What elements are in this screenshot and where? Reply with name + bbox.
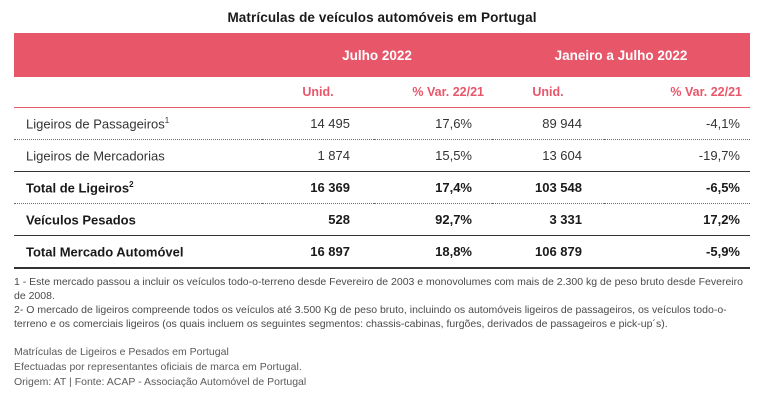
sub-header-p2-var: % Var. 22/21 — [604, 77, 750, 108]
row-label-footnote-ref: 1 — [164, 115, 170, 125]
footnotes — [14, 275, 750, 331]
row-p2-unid: 3 331 — [492, 204, 604, 236]
row-label — [14, 108, 262, 140]
row-p1-unid: 16 369 — [262, 172, 374, 204]
row-p2-var: -4,1% — [604, 108, 750, 140]
row-label-text: Ligeiros de Passageiros — [26, 116, 165, 132]
row-p1-unid: 14 495 — [262, 108, 374, 140]
table-row — [14, 236, 750, 269]
row-p2-var: -5,9% — [604, 236, 750, 269]
table-group-header-row — [14, 33, 750, 77]
footnote-1: 1 - Este mercado passou a incluir os veículos todo-o-terreno desde Fevereiro de 2003 e monovolumes com mais de 2.300 kg de peso bruto desde Fevereiro de 2008. — [14, 276, 743, 302]
group-header-janeiro-julho-2022: Janeiro a Julho 2022 — [492, 33, 750, 77]
row-label-text: Total Mercado Automóvel — [26, 244, 184, 260]
row-p2-unid: 106 879 — [492, 236, 604, 269]
source-block — [14, 345, 750, 390]
row-p2-unid: 103 548 — [492, 172, 604, 204]
sub-header-p1-var: % Var. 22/21 — [374, 77, 492, 108]
sub-header-p1-unid: Unid. — [262, 77, 374, 108]
row-label-text: Ligeiros de Mercadorias — [26, 148, 165, 164]
row-p2-var: -19,7% — [604, 140, 750, 172]
group-header-julho-2022: Julho 2022 — [262, 33, 492, 77]
row-label — [14, 140, 262, 172]
row-p1-var: 18,8% — [374, 236, 492, 269]
row-p2-unid: 89 944 — [492, 108, 604, 140]
table-row — [14, 108, 750, 140]
group-header-label-col — [14, 33, 262, 77]
row-label-footnote-ref: 2 — [129, 179, 134, 189]
row-label — [14, 204, 262, 236]
row-p1-unid: 16 897 — [262, 236, 374, 269]
row-label — [14, 236, 262, 269]
row-p1-unid: 528 — [262, 204, 374, 236]
row-p1-var: 15,5% — [374, 140, 492, 172]
table-sub-header-row — [14, 77, 750, 108]
row-p1-var: 92,7% — [374, 204, 492, 236]
page-title: Matrículas de veículos automóveis em Portugal — [227, 10, 537, 25]
row-label-text: Total de Ligeiros — [26, 180, 130, 196]
row-label — [14, 172, 262, 204]
registrations-table — [14, 33, 750, 269]
source-line-3: Origem: AT | Fonte: ACAP - Associação Automóvel de Portugal — [14, 376, 307, 388]
sub-header-label-col — [14, 77, 262, 108]
row-p2-var: -6,5% — [604, 172, 750, 204]
row-p2-var: 17,2% — [604, 204, 750, 236]
footnote-2: 2- O mercado de ligeiros compreende todos os veículos até 3.500 Kg de peso bruto, incluindo os automóveis ligeiros de passageiros, os veículos todo-o-terreno e os comerciais ligeiros (os quais incluem os seguintes segmentos: chassis-cabinas, furgões, derivados de passageiros e pick-up´s). — [14, 304, 727, 330]
row-p1-var: 17,6% — [374, 108, 492, 140]
source-line-2: Efectuadas por representantes oficiais de marca em Portugal. — [14, 361, 302, 373]
table-row — [14, 172, 750, 204]
table-row — [14, 204, 750, 236]
row-p2-unid: 13 604 — [492, 140, 604, 172]
row-label-text: Veículos Pesados — [26, 212, 136, 228]
row-p1-unid: 1 874 — [262, 140, 374, 172]
row-p1-var: 17,4% — [374, 172, 492, 204]
source-line-1: Matrículas de Ligeiros e Pesados em Portugal — [14, 346, 229, 358]
sub-header-p2-unid: Unid. — [492, 77, 604, 108]
table-row — [14, 140, 750, 172]
